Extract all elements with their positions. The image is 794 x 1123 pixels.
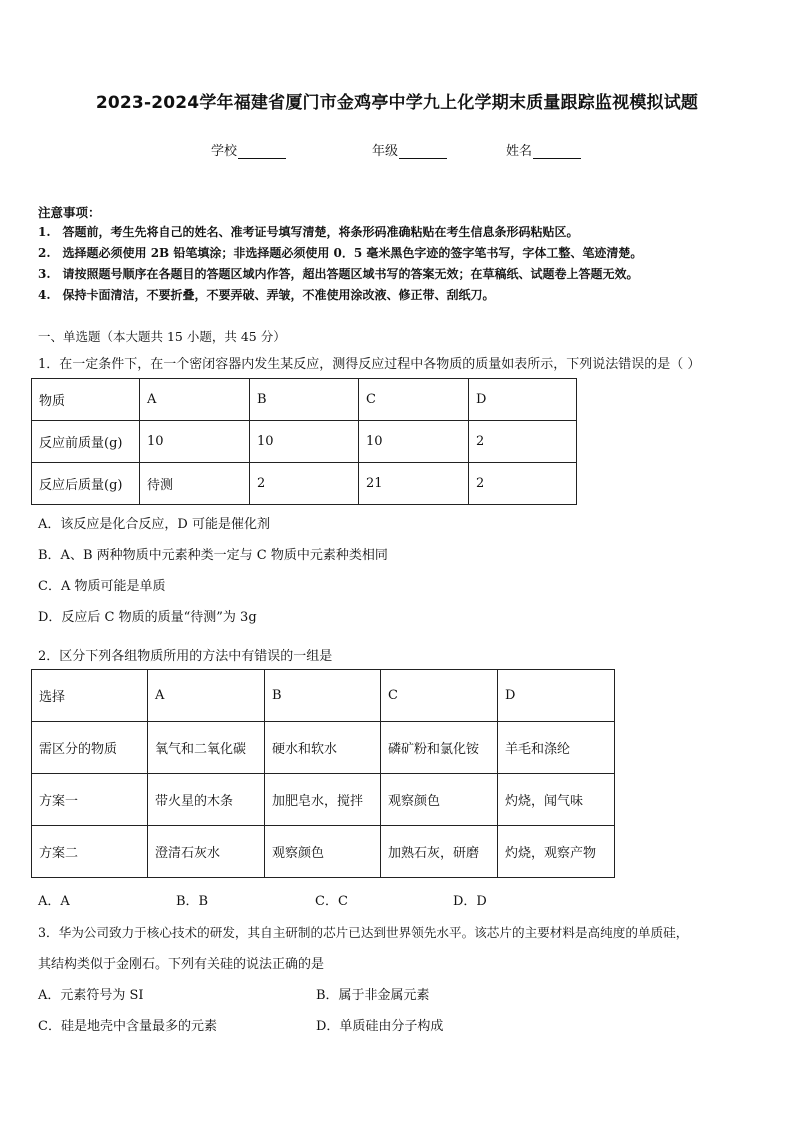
q3-option-c: C．硅是地壳中含量最多的元素 (38, 1019, 217, 1034)
q1-stem: 1．在一定条件下，在一个密闭容器内发生某反应，测得反应过程中各物质的质量如表所示，下列说法错误的是（ ） (38, 357, 701, 372)
q1-table (31, 378, 577, 505)
table-cell: C (381, 670, 498, 722)
table-row (32, 379, 577, 421)
table-cell: 灼烧，闻气味 (498, 774, 615, 826)
q1-option-a: A．该反应是化合反应，D 可能是催化剂 (38, 517, 270, 532)
table-cell: 加肥皂水，搅拌 (265, 774, 381, 826)
table-cell: 反应前质量(g) (32, 421, 140, 463)
table-cell: 氧气和二氧化碳 (148, 722, 265, 774)
q3-option-d: D．单质硅由分子构成 (316, 1019, 444, 1034)
grade-blank (399, 146, 447, 159)
q3-stem-line1: 3．华为公司致力于核心技术的研发，其自主研制的芯片已达到世界领先水平。该芯片的主要材料是高纯度的单质硅， (38, 925, 689, 940)
grade-field (372, 140, 447, 159)
q2-option-c: C．C (315, 894, 348, 909)
school-label: 学校 (211, 144, 238, 159)
q2-option-b: B．B (176, 894, 209, 909)
table-cell: 物质 (32, 379, 140, 421)
table-cell: 澄清石灰水 (148, 826, 265, 878)
name-blank (533, 146, 581, 159)
table-cell: 加熟石灰，研磨 (381, 826, 498, 878)
table-cell: 方案一 (32, 774, 148, 826)
q1-option-c: C．A 物质可能是单质 (38, 579, 166, 594)
table-cell: 羊毛和涤纶 (498, 722, 615, 774)
q2-stem: 2．区分下列各组物质所用的方法中有错误的一组是 (38, 649, 333, 664)
name-label: 姓名 (506, 144, 533, 159)
school-field (211, 140, 286, 159)
table-cell: A (140, 379, 250, 421)
q3-stem-line2: 其结构类似于金刚石。下列有关硅的说法正确的是 (38, 957, 325, 972)
table-cell: 灼烧，观察产物 (498, 826, 615, 878)
table-cell: D (469, 379, 577, 421)
table-cell: 反应后质量(g) (32, 463, 140, 505)
table-cell: 10 (359, 421, 469, 463)
table-cell: 硬水和软水 (265, 722, 381, 774)
table-row (32, 421, 577, 463)
q3-option-a: A．元素符号为 SI (38, 988, 144, 1003)
table-row (32, 670, 615, 722)
table-cell: 2 (469, 463, 577, 505)
table-cell: 选择 (32, 670, 148, 722)
page-title: 2023-2024学年福建省厦门市金鸡亭中学九上化学期末质量跟踪监视模拟试题 (95, 93, 699, 113)
table-cell: D (498, 670, 615, 722)
section-title: 一、单选题（本大题共 15 小题，共 45 分） (38, 329, 286, 344)
grade-label: 年级 (372, 144, 399, 159)
table-cell: 21 (359, 463, 469, 505)
table-cell: 需区分的物质 (32, 722, 148, 774)
school-blank (238, 146, 286, 159)
table-cell: A (148, 670, 265, 722)
table-row (32, 826, 615, 878)
table-row (32, 774, 615, 826)
table-cell: 待测 (140, 463, 250, 505)
table-cell: 2 (250, 463, 359, 505)
table-cell: 方案二 (32, 826, 148, 878)
table-row (32, 722, 615, 774)
notice-item: 2. 选择题必须使用 2B 铅笔填涂；非选择题必须使用 0．5 毫米黑色字迹的签字笔书写，字体工整、笔迹清楚。 (38, 246, 643, 260)
table-cell: B (250, 379, 359, 421)
table-row (32, 463, 577, 505)
q2-option-d: D．D (453, 894, 487, 909)
table-cell: 2 (469, 421, 577, 463)
table-cell: 10 (250, 421, 359, 463)
notice-item: 1. 答题前，考生先将自己的姓名、准考证号填写清楚，将条形码准确粘贴在考生信息条形码粘贴区。 (38, 225, 579, 239)
q1-option-b: B．A、B 两种物质中元素种类一定与 C 物质中元素种类相同 (38, 548, 388, 563)
table-cell: C (359, 379, 469, 421)
table-cell: 10 (140, 421, 250, 463)
q2-table (31, 669, 615, 878)
table-cell: 观察颜色 (265, 826, 381, 878)
notice-heading: 注意事项： (38, 205, 101, 220)
name-field (506, 140, 581, 159)
notice-item: 4. 保持卡面清洁，不要折叠，不要弄破、弄皱，不准使用涂改液、修正带、刮纸刀。 (38, 288, 495, 302)
table-cell: B (265, 670, 381, 722)
q2-option-a: A．A (38, 894, 70, 909)
q1-option-d: D．反应后 C 物质的质量“待测”为 3g (38, 610, 257, 625)
table-cell: 观察颜色 (381, 774, 498, 826)
q3-option-b: B．属于非金属元素 (316, 988, 430, 1003)
notice-item: 3. 请按照题号顺序在各题目的答题区域内作答，超出答题区域书写的答案无效；在草稿纸、试题卷上答题无效。 (38, 267, 639, 281)
table-cell: 带火星的木条 (148, 774, 265, 826)
table-cell: 磷矿粉和氯化铵 (381, 722, 498, 774)
